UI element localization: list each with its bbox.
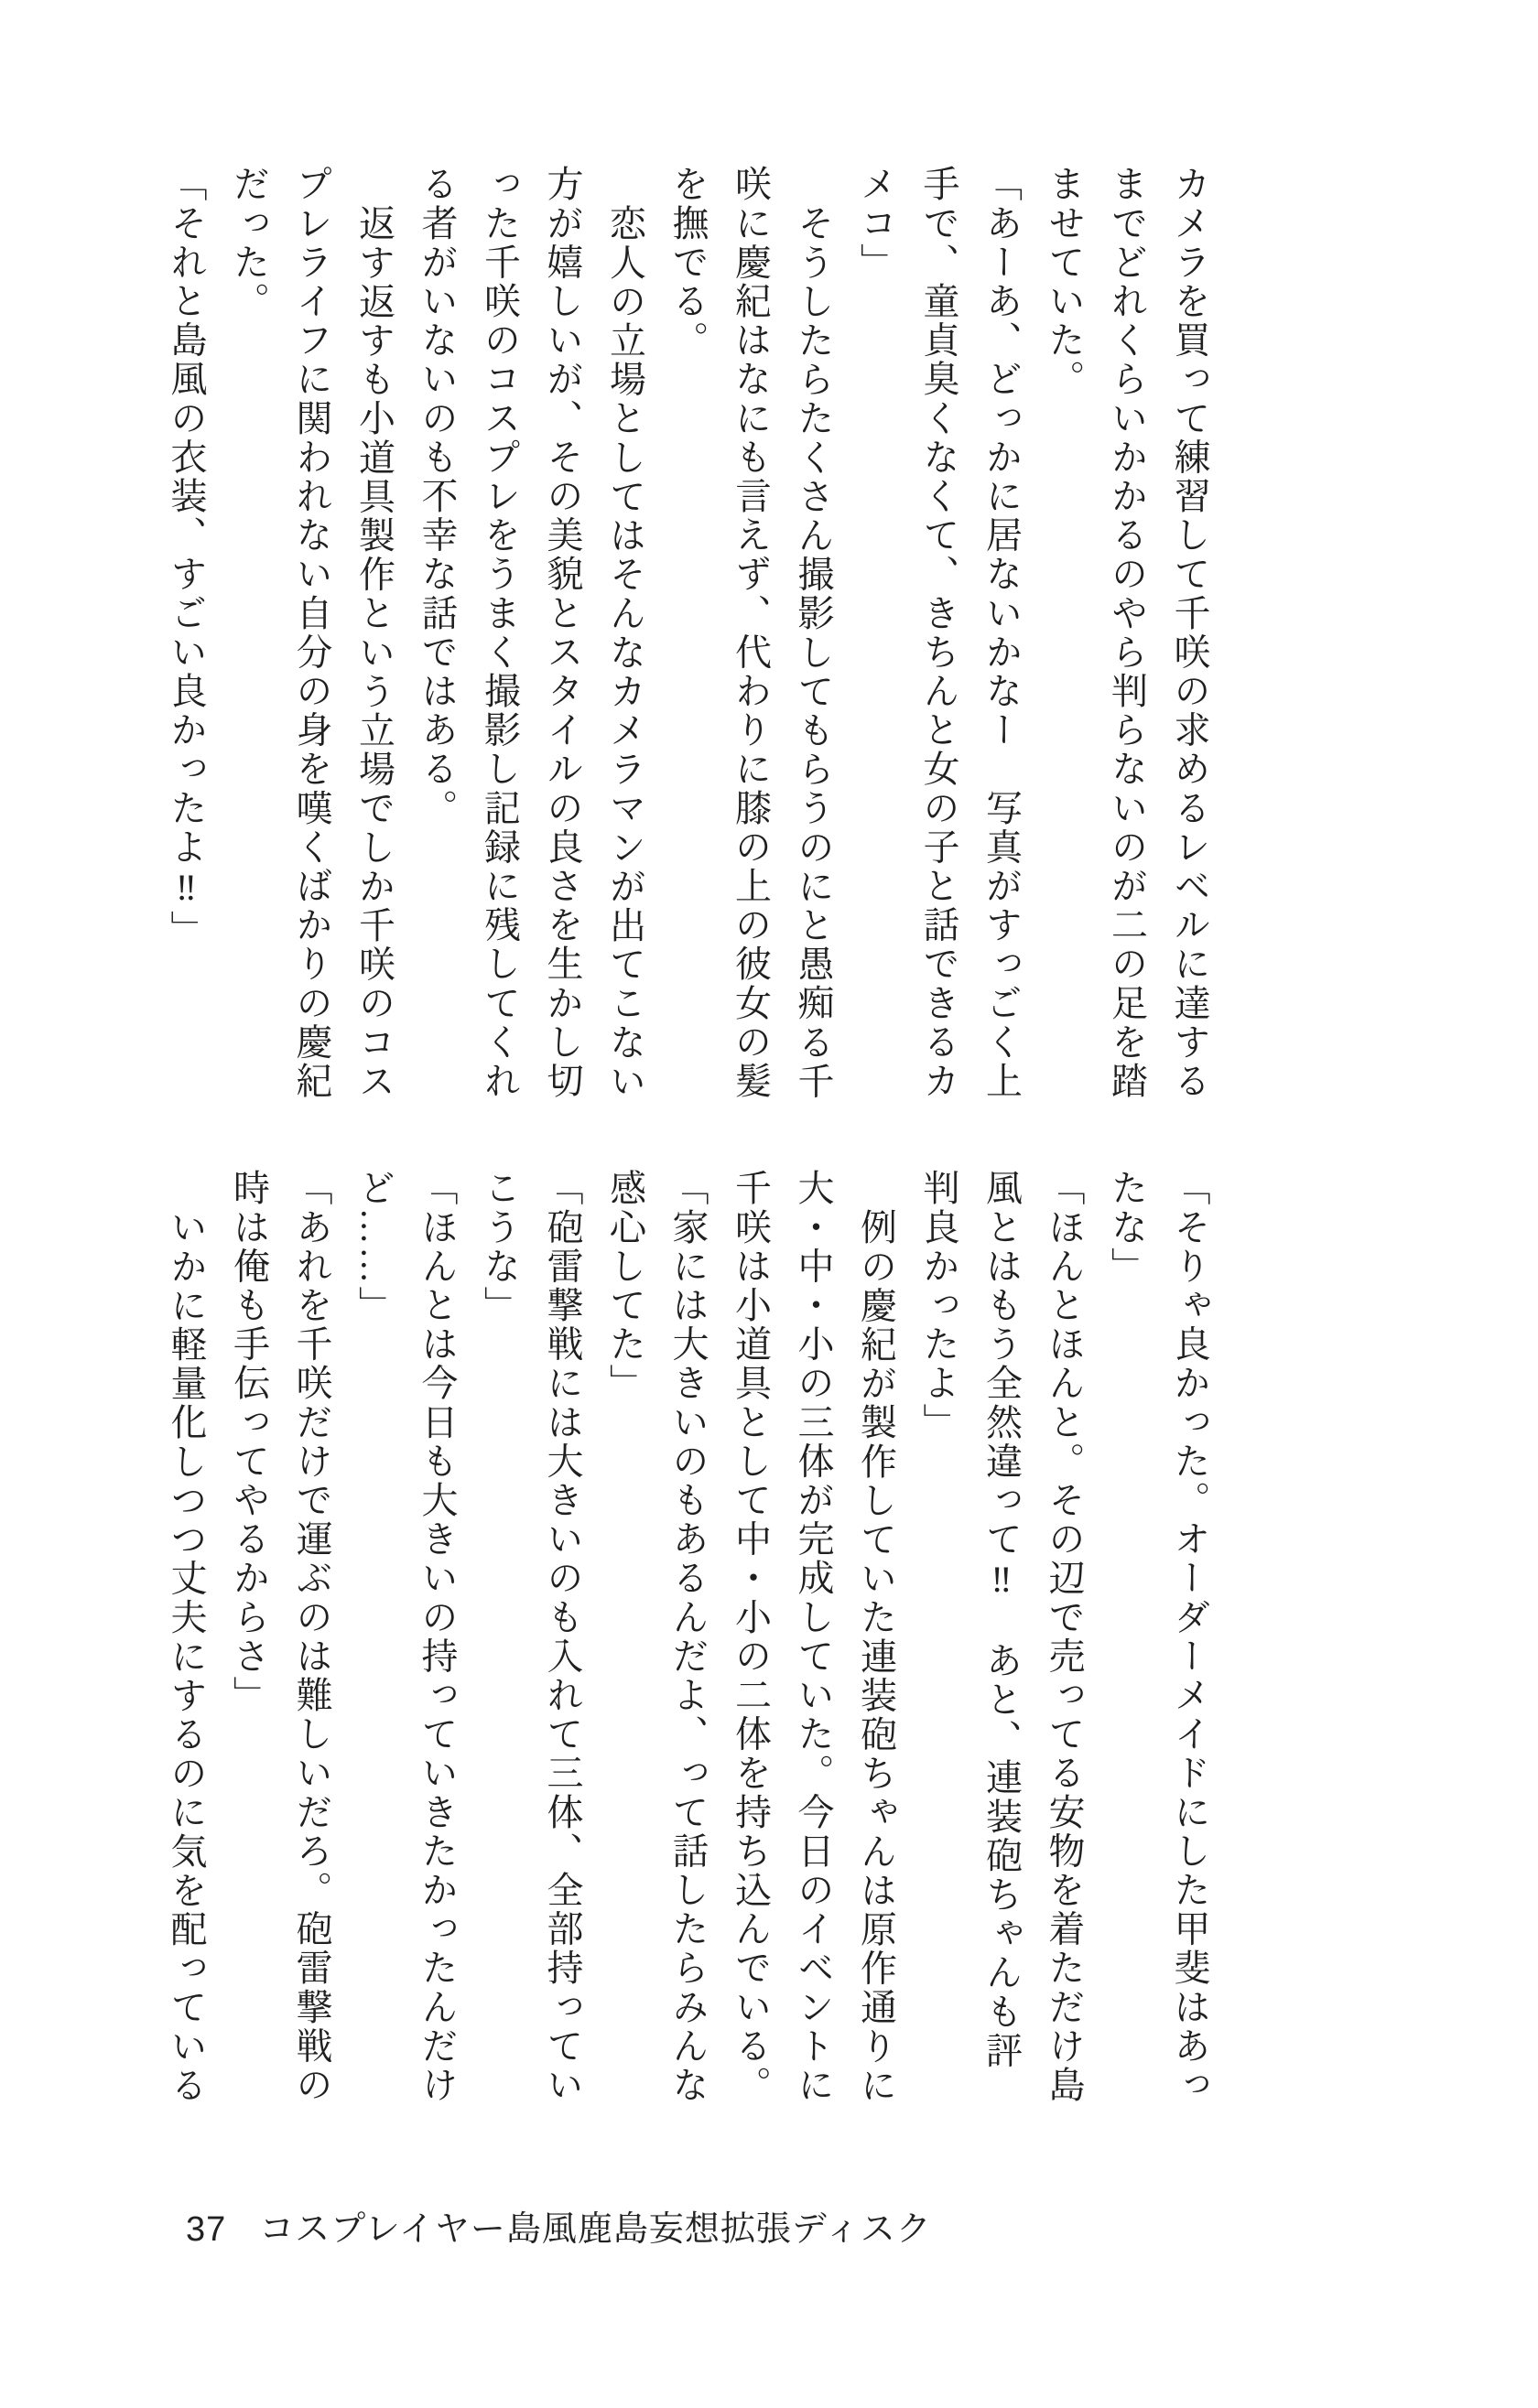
paragraph: 「ほんとは今日も大きいの持っていきたかったんだけど……」 (353, 1169, 458, 2105)
paragraph: 「あーあ、どっかに居ないかなー 写真がすっごく上手で、童貞臭くなくて、きちんと女の子と話できるカメコ」 (855, 165, 1023, 1101)
paragraph: 「ほんとほんと。その辺で売ってる安物を着ただけ島風とはもう全然違って‼ あと、連装砲ちゃんも評判良かったよ」 (918, 1169, 1085, 2105)
paragraph: 例の慶紀が製作していた連装砲ちゃんは原作通りに大・中・小の三体が完成していた。今日のイベントに千咲は小道具として中・小の二体を持ち込んでいる。 (730, 1169, 897, 2105)
page-number: 37 (186, 2210, 227, 2249)
paragraph: 「それと島風の衣装、すごい良かったよ‼」 (166, 165, 207, 949)
paragraph: カメラを買って練習して千咲の求めるレベルに達するまでどれくらいかかるのやら判らないのが二の足を踏ませていた。 (1044, 165, 1210, 1101)
paragraph: 「あれを千咲だけで運ぶのは難しいだろ。砲雷撃戦の時は俺も手伝ってやるからさ」 (228, 1169, 332, 2105)
paragraph: 「家には大きいのもあるんだよ、って話したらみんな感心してた」 (604, 1169, 709, 2105)
page-footer (186, 2200, 932, 2251)
paragraph: 返す返すも小道具製作という立場でしか千咲のコスプレライフに関われない自分の身を嘆くばかりの慶紀だった。 (228, 165, 395, 1101)
top-text-block (154, 165, 1220, 1102)
paragraph: そうしたらたくさん撮影してもらうのにと愚痴る千咲に慶紀はなにも言えず、代わりに膝の上の彼女の髪を撫でる。 (667, 165, 834, 1101)
paragraph: 恋人の立場としてはそんなカメラマンが出てこない方が嬉しいが、その美貌とスタイルの良さを生かし切った千咲のコスプレをうまく撮影し記録に残してくれる者がいないのも不幸な話ではある。 (417, 165, 646, 1101)
paragraph: いかに軽量化しつつ丈夫にするのに気を配っている (166, 1208, 207, 2105)
paragraph: 「そりゃ良かった。オーダーメイドにした甲斐はあったな」 (1106, 1169, 1210, 2105)
footer-title: コスプレイヤー島風鹿島妄想拡張ディスク (259, 2210, 932, 2249)
bottom-text-block (154, 1169, 1220, 2106)
paragraph: 「砲雷撃戦には大きいのも入れて三体、全部持っていこうな」 (479, 1169, 583, 2105)
